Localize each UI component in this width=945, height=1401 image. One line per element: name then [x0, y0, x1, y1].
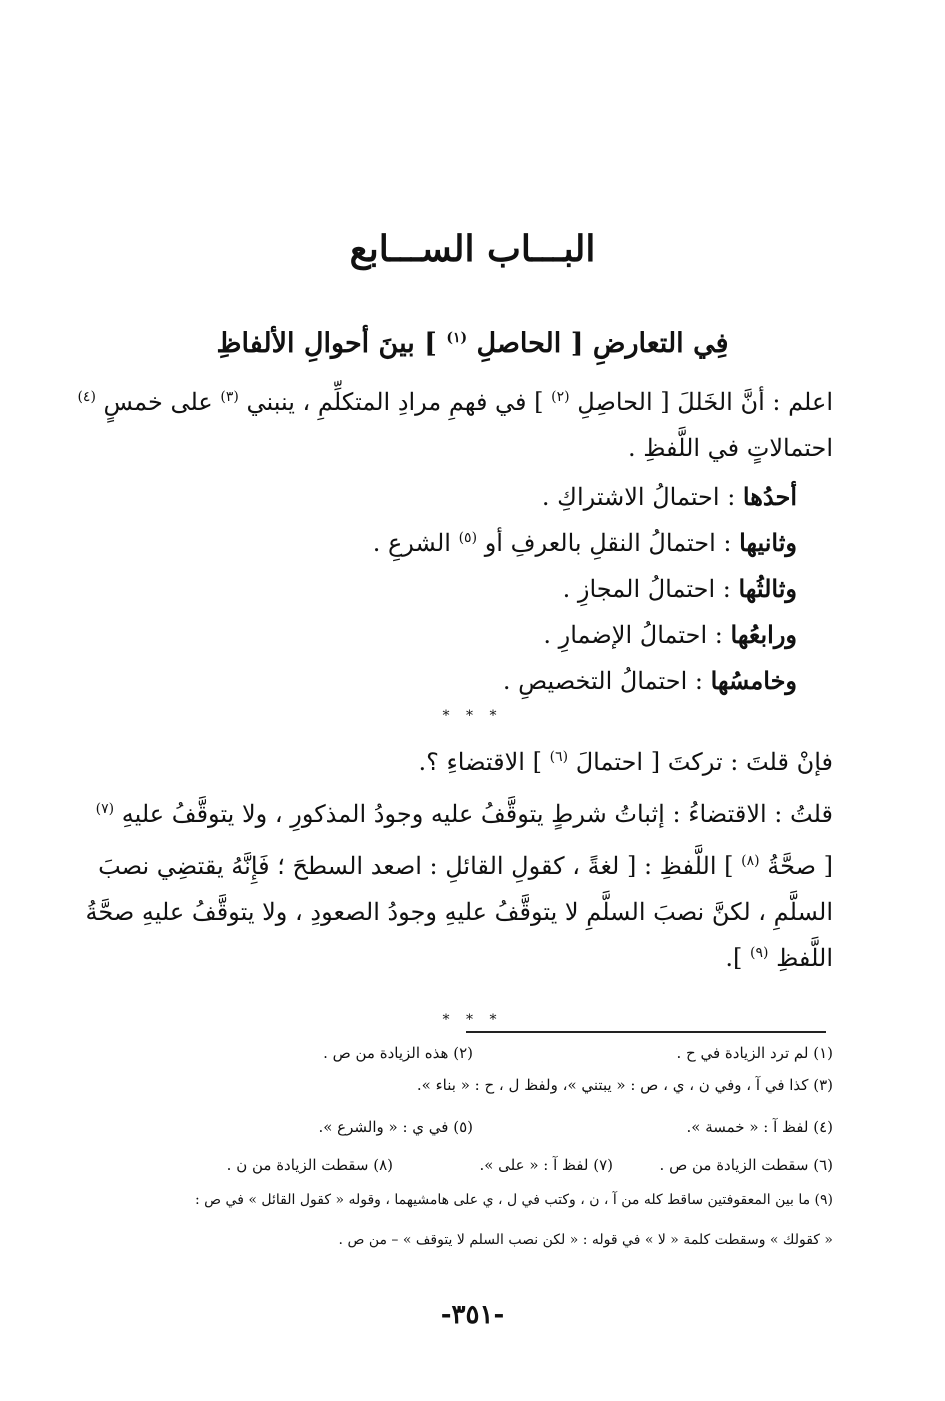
question-text: فإنْ قلتَ : تركتَ [ احتمالَ — [575, 748, 833, 776]
footnote-row — [160, 1044, 833, 1068]
answer-text: ] اللَّفظِ : [ لغةً ، كقولِ القائلِ : اصعد السطحَ ؛ فَإِنَّهُ يقتضِي نصبَ — [98, 852, 734, 880]
footnote-row — [160, 1156, 833, 1180]
footnote-marker: (٤) — [77, 389, 96, 405]
footnote: (٣) كذا في آ ، وفي ن ، ي ، ص : « يبتني »، ولفظ ل ، ح : « بناء ». — [416, 1076, 833, 1094]
item-label: وثالثُها — [738, 574, 797, 603]
footnote-row — [160, 1192, 833, 1216]
page-number: -٣٥١- — [440, 1300, 505, 1330]
section-title-part2: ] بينَ أحوالِ الألفاظِ — [216, 328, 437, 359]
footnote-marker: (٦) — [549, 749, 569, 765]
footnote-marker: (٢) — [551, 389, 570, 405]
intro-text: ] في فهمِ مرادِ المتكلِّمِ ، ينبني — [246, 388, 544, 416]
list-item — [503, 666, 797, 695]
item-text: : احتمالُ التخصيصِ . — [502, 667, 703, 695]
item-label: ورابعُها — [730, 620, 797, 649]
footnote-row — [160, 1076, 833, 1100]
footnote: (٢) هذه الزيادة من ص . — [323, 1044, 473, 1062]
footnote: (١) لم ترد الزيادة في ح . — [676, 1044, 833, 1062]
footnote-marker: (٩) — [750, 945, 769, 961]
intro-text: على خمسٍ — [103, 388, 213, 416]
footnote-row — [160, 1232, 833, 1256]
answer-line-1 — [95, 800, 833, 828]
footnote-marker: (٣) — [220, 389, 239, 405]
item-text: الشرعِ . — [372, 529, 451, 557]
list-item — [563, 574, 797, 603]
answer-line-4 — [725, 944, 833, 972]
footnote-marker: (١) — [446, 330, 468, 346]
footnote-marker: (٧) — [95, 801, 115, 817]
item-text: : احتمالُ النقلِ بالعرفِ أو — [484, 529, 732, 557]
answer-text: ]. — [725, 944, 743, 972]
footnote: (٩) ما بين المعقوفتين ساقط كله من آ ، ن ، وكتب في ل ، ي على هامشيهما ، وقوله « كقول القائل » في ص : — [195, 1192, 833, 1208]
answer-text: اللَّفظِ — [776, 944, 833, 972]
answer-line-3: السلَّمِ ، لكنَّ نصبَ السلَّمِ لا يتوقَّفُ عليهِ وجودُ الصعودِ ، ولا يتوقَّفُ عليهِ صحَّةُ — [85, 898, 833, 926]
section-separator: * * * — [442, 1012, 503, 1028]
answer-text: [ صحَّةُ — [767, 852, 833, 880]
intro-text: اعلم : أنَّ الخَللَ [ الحاصِلِ — [577, 388, 833, 416]
section-separator: * * * — [442, 708, 503, 724]
footnote: (٦) سقطت الزيادة من ص . — [659, 1156, 833, 1174]
section-title-part1: فِي التعارضِ [ الحاصلِ — [476, 328, 729, 359]
item-label: وخامسُها — [710, 666, 797, 695]
footnote-row — [160, 1118, 833, 1142]
footnote-marker: (٥) — [458, 530, 478, 546]
footnote-marker: (٨) — [741, 853, 760, 869]
answer-text: قلتُ : الاقتضاءُ : إثباتُ شرطٍ يتوقَّفُ عليه وجودُ المذكورِ ، ولا يتوقَّفُ عليهِ — [121, 800, 833, 828]
section-title — [0, 328, 945, 359]
footnote: (٥) في ي : « والشرع ». — [318, 1118, 473, 1136]
list-item — [543, 620, 797, 649]
item-text: : احتمالُ الاشتراكِ . — [541, 483, 736, 511]
footnote: (٧) لفظ آ : « على ». — [479, 1156, 613, 1174]
intro-line-1 — [77, 388, 833, 416]
item-text: : احتمالُ المجازِ . — [562, 575, 731, 603]
intro-line-2: احتمالاتٍ في اللَّفظِ . — [627, 434, 833, 462]
footnote: « كقولك » وسقطت كلمة « لا » في قوله : « لكن نصب السلم لا يتوقف » – من ص . — [338, 1232, 833, 1248]
footnote: (٤) لفظ آ : « خمسة ». — [686, 1118, 833, 1136]
item-label: وثانيها — [739, 528, 797, 557]
footnote-rule — [466, 1031, 826, 1033]
question-line — [419, 748, 834, 776]
chapter-title: البـــاب الســـابع — [349, 228, 596, 270]
item-text: : احتمالُ الإضمارِ . — [543, 621, 723, 649]
question-text: ] الاقتضاءِ ؟. — [418, 748, 542, 776]
list-item — [542, 482, 797, 511]
footnote: (٨) سقطت الزيادة من ن . — [226, 1156, 393, 1174]
answer-line-2 — [98, 852, 833, 880]
item-label: أحدُها — [742, 482, 797, 511]
list-item — [373, 528, 797, 557]
